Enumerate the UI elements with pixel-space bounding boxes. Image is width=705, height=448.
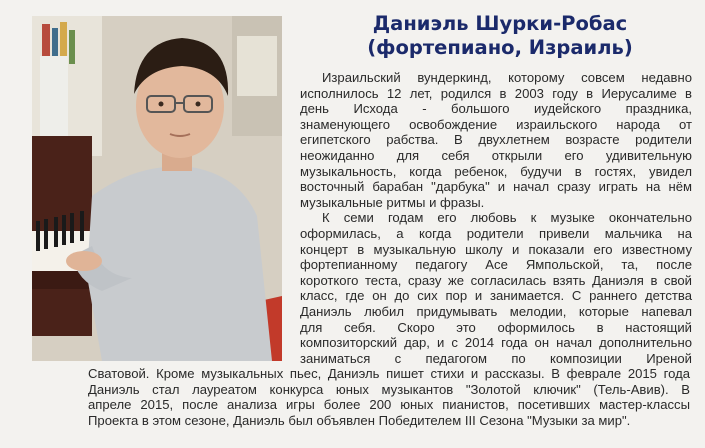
text-line: композиторский дар, и с 2014 года он начал дополнительно [300,335,692,351]
text-line: исполнилось 12 лет, родился в 2003 году в Иерусалиме в [300,85,692,101]
text-line: неожиданно для себя открыли его удивительную [300,147,692,163]
photo-illustration [32,16,282,361]
boy-at-piano-photo [32,16,282,361]
text-line: Сватовой. Кроме музыкальных пьес, Даниэль пишет стихи и рассказы. В феврале 2015 года [88,366,690,381]
text-line: заниматься с педагогом по композиции Иреной [300,350,692,366]
title-name: Даниэль Шурки-Робас [372,12,628,35]
text-line: знаменующего освобождение израильского народа от [300,116,692,132]
text-line: К семи годам его любовь к музыке окончательно [322,210,692,226]
text-line: Даниэль любил придумывать мелодии, которые напевал [300,303,692,319]
text-line: Проекта в этом сезоне, Даниэль был объявлен Победителем III Сезона "Музыки за мир". [88,412,631,428]
article-text-right [300,70,692,366]
text-line: восточный барабан "дарбука" и начал сразу играть на нём [300,179,692,195]
title-subtitle: (фортепиано, Израиль) [367,36,633,59]
text-line: Израильский вундеркинд, которому совсем недавно [322,70,692,85]
article-title [300,12,700,60]
text-line: фортепианному педагогу Асе Ямпольской, та, после [300,257,692,273]
article-text-bottom [88,366,690,428]
text-line: египетского рабства. В двухлетнем возрасте родители [300,132,692,148]
text-line: Даниэль стал лауреатом конкурса юных музыкантов "Золотой ключик" (Тель-Авив). В [88,381,690,397]
text-line: короткого теста, сразу же согласилась взять Даниэля в свой [300,272,692,288]
text-line: для себя. Скоро это оформилось в настоящий [300,319,692,335]
text-line: класс, где он до сих пор и занимается. С раннего детства [300,288,692,304]
text-line: оформилась, а когда родители привели мальчика на [300,225,692,241]
text-line: концерт в музыкальную школу и показали его известному [300,241,692,257]
text-line: апреле 2015, после анализа игры более 200 юных пианистов, посетивших мастер-классы [88,397,690,413]
text-line: день Исхода - большого иудейского праздника, [300,101,692,117]
text-line: музыкальные ритмы и фразы. [300,194,485,210]
text-line: музыкальность, когда ребенок, будучи в гостях, увидел [300,163,692,179]
